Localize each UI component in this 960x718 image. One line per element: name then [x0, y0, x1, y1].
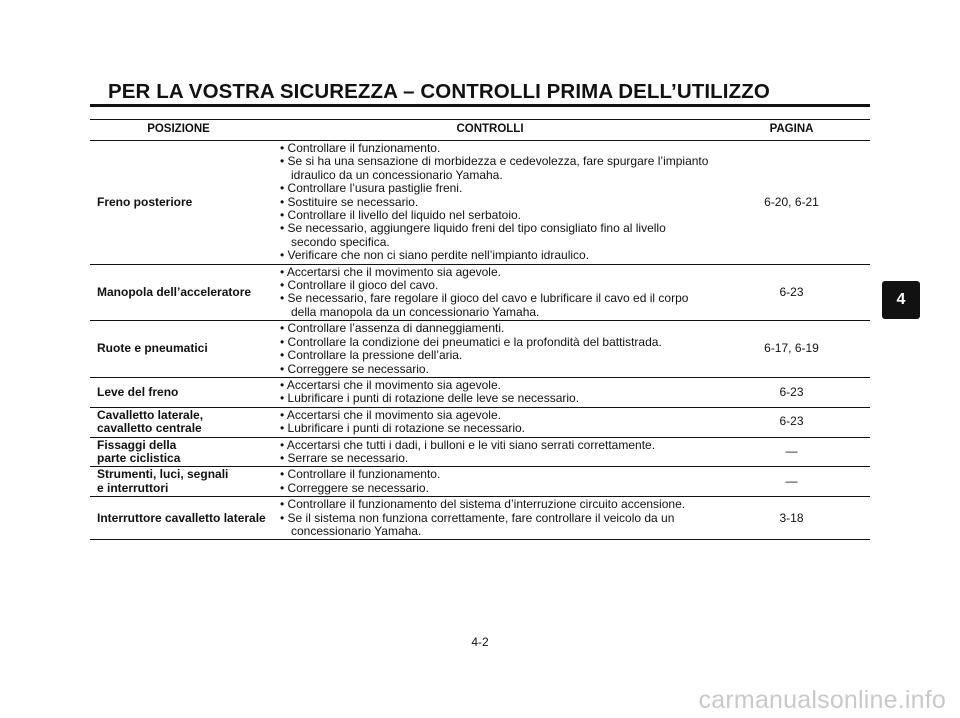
checks-cell [267, 141, 713, 265]
header-checks: CONTROLLI [267, 120, 713, 141]
position-cell [90, 437, 267, 467]
table-row [90, 437, 870, 467]
position-cell [90, 497, 267, 540]
position-cell [90, 407, 267, 437]
position-cell [90, 264, 267, 321]
header-page: PAGINA [713, 120, 870, 141]
table-header-row [90, 120, 870, 141]
position-label: Leve del freno [97, 384, 179, 399]
table-row [90, 321, 870, 378]
check-item: • Accertarsi che il movimento sia agevole. [280, 407, 501, 422]
position-label: Interruttore cavalletto laterale [97, 510, 266, 525]
position-cell [90, 321, 267, 378]
checks-table [90, 119, 870, 540]
check-item: • Se necessario, aggiungere liquido freni del tipo consigliato fino al livello secondo specifica. [280, 221, 666, 249]
position-cell [90, 141, 267, 265]
page-reference: 6-20, 6-21 [713, 141, 870, 265]
check-item: • Controllare la condizione dei pneumatici e la profondità del battistrada. [280, 334, 662, 349]
check-item: • Accertarsi che il movimento sia agevole. [280, 264, 501, 279]
position-label: cavalletto centrale [97, 421, 202, 436]
checks-list [267, 142, 713, 263]
page-reference: — [713, 437, 870, 467]
check-item: • Controllare il livello del liquido nel serbatoio. [280, 208, 521, 223]
title-rule [90, 104, 870, 107]
table-row [90, 264, 870, 321]
check-item: • Controllare il funzionamento. [280, 141, 441, 155]
checks-cell [267, 377, 713, 407]
header-position: POSIZIONE [90, 120, 267, 141]
checks-list [267, 439, 713, 466]
checks-list [267, 498, 713, 538]
check-item: • Serrare se necessario. [280, 450, 409, 465]
check-item: • Controllare l’assenza di danneggiamenti. [280, 321, 505, 336]
check-item: • Lubrificare i punti di rotazione se necessario. [280, 421, 525, 436]
check-item: • Controllare l’usura pastiglie freni. [280, 181, 463, 196]
page-reference: 6-23 [713, 407, 870, 437]
page-reference: 6-23 [713, 264, 870, 321]
position-label: e interruttori [97, 480, 169, 495]
position-cell [90, 377, 267, 407]
page-reference: 6-23 [713, 377, 870, 407]
checks-list [267, 409, 713, 436]
position-label: Fissaggi della [97, 437, 177, 452]
position-label: parte ciclistica [97, 450, 181, 465]
position-label: Ruote e pneumatici [97, 341, 208, 356]
checks-list [267, 322, 713, 376]
page-reference: — [713, 467, 870, 497]
check-item: • Correggere se necessario. [280, 361, 429, 376]
chapter-tab: 4 [882, 281, 920, 319]
position-label: Manopola dell’acceleratore [97, 284, 252, 299]
check-item: • Sostituire se necessario. [280, 194, 419, 209]
page-number: 4-2 [471, 635, 489, 649]
check-item: • Controllare il funzionamento. [280, 467, 441, 482]
check-item: • Se si ha una sensazione di morbidezza e cedevolezza, fare spurgare l’impianto idraulico da un concessionario Yamaha. [280, 154, 709, 182]
checks-cell [267, 407, 713, 437]
checks-list [267, 266, 713, 320]
position-label: Freno posteriore [97, 194, 193, 209]
position-label: Strumenti, luci, segnali [97, 467, 229, 482]
page-title: PER LA VOSTRA SICUREZZA – CONTROLLI PRIMA DELL’UTILIZZO [108, 80, 770, 103]
table-row [90, 407, 870, 437]
check-item: • Controllare il gioco del cavo. [280, 278, 439, 293]
table-row [90, 497, 870, 540]
watermark: carmanualsonline.info [698, 686, 946, 714]
checks-cell [267, 497, 713, 540]
check-item: • Accertarsi che tutti i dadi, i bulloni e le viti siano serrati correttamente. [280, 437, 656, 452]
checks-cell [267, 321, 713, 378]
page-reference: 3-18 [713, 497, 870, 540]
checks-cell [267, 437, 713, 467]
checks-cell [267, 467, 713, 497]
check-item: • Verificare che non ci siano perdite nell’impianto idraulico. [280, 248, 590, 263]
check-item: • Se il sistema non funziona correttamente, fare controllare il veicolo da un concessionario Yamaha. [280, 510, 675, 538]
page-reference: 6-17, 6-19 [713, 321, 870, 378]
check-item: • Lubrificare i punti di rotazione delle leve se necessario. [280, 391, 580, 406]
check-item: • Controllare il funzionamento del sistema d’interruzione circuito accensione. [280, 497, 686, 512]
checks-cell [267, 264, 713, 321]
table-row [90, 467, 870, 497]
table-row [90, 377, 870, 407]
table-row [90, 141, 870, 265]
check-item: • Se necessario, fare regolare il gioco del cavo e lubrificare il cavo ed il corpo della manopola da un concessionario Yamaha. [280, 291, 689, 319]
check-item: • Controllare la pressione dell’aria. [280, 348, 463, 363]
checks-list [267, 468, 713, 495]
checks-list [267, 379, 713, 406]
check-item: • Accertarsi che il movimento sia agevole. [280, 377, 501, 392]
check-item: • Correggere se necessario. [280, 480, 429, 495]
position-cell [90, 467, 267, 497]
position-label: Cavalletto laterale, [97, 407, 204, 422]
